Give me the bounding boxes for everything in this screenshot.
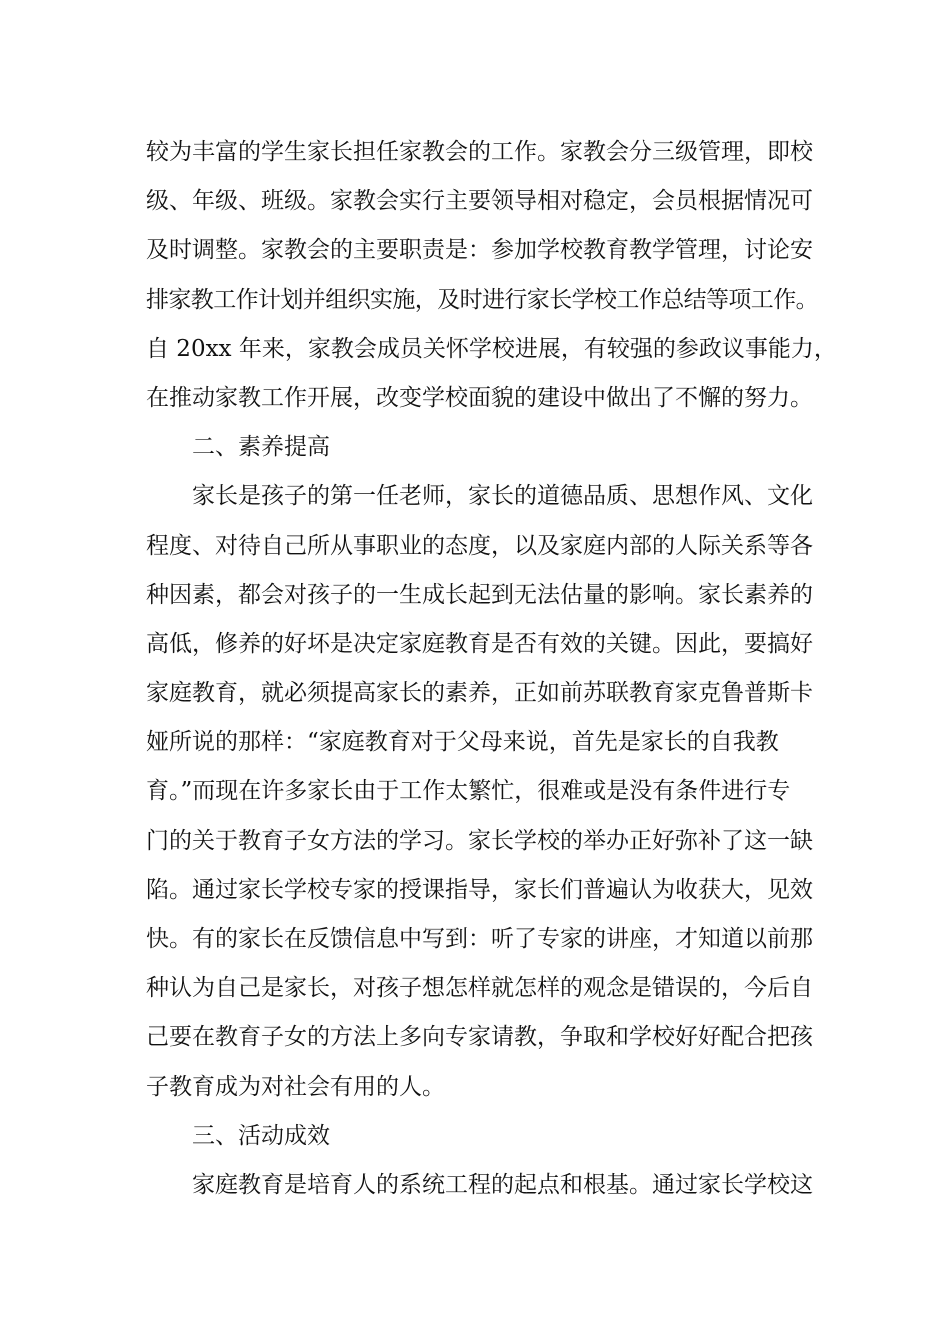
paragraph-results — [146, 1161, 826, 1210]
text-line: 子教育成为对社会有用的人。 — [146, 1073, 445, 1100]
text-line: 级、年级、班级。家教会实行主要领导相对稳定，会员根据情况可 — [146, 188, 813, 215]
text-line: 娅所说的那样：“家庭教育对于父母来说，首先是家长的自我教 — [146, 729, 779, 756]
text-line: 种认为自己是家长，对孩子想怎样就怎样的观念是错误的，今后自 — [146, 975, 813, 1002]
paragraph-quality — [146, 472, 826, 1111]
text-line: 陷。通过家长学校专家的授课指导，家长们普遍认为收获大，见效 — [146, 876, 813, 903]
text-line: 家长是孩子的第一任老师，家长的道德品质、思想作风、文化 — [192, 483, 813, 510]
text-line: 程度、对待自己所从事职业的态度，以及家庭内部的人际关系等各 — [146, 532, 813, 559]
section-heading-results: 三、活动成效 — [192, 1122, 330, 1149]
text-line: 快。有的家长在反馈信息中写到：听了专家的讲座，才知道以前那 — [146, 926, 813, 952]
text-line: 在推动家教工作开展，改变学校面貌的建设中做出了不懈的努力。 — [146, 384, 813, 411]
text-line: 及时调整。家教会的主要职责是：参加学校教育教学管理，讨论安 — [146, 237, 813, 264]
text-line: 己要在教育子女的方法上多向专家请教，争取和学校好好配合把孩 — [146, 1024, 813, 1051]
text-line: 自 20xx 年来，家教会成员关怀学校进展，有较强的参政议事能力， — [146, 335, 837, 362]
text-line: 家庭教育是培育人的系统工程的起点和根基。通过家长学校这 — [192, 1171, 813, 1198]
document-body — [146, 128, 837, 1210]
text-line: 较为丰富的学生家长担任家教会的工作。家教会分三级管理，即校 — [146, 139, 813, 165]
paragraph-organization — [146, 128, 837, 423]
text-line: 门的关于教育子女方法的学习。家长学校的举办正好弥补了这一缺 — [146, 827, 813, 854]
text-line: 排家教工作计划并组织实施，及时进行家长学校工作总结等项工作。 — [146, 286, 819, 313]
text-line: 种因素，都会对孩子的一生成长起到无法估量的影响。家长素养的 — [146, 581, 813, 608]
text-line: 家庭教育，就必须提高家长的素养，正如前苏联教育家克鲁普斯卡 — [146, 680, 813, 707]
text-line: 育。”而现在许多家长由于工作太繁忙，很难或是没有条件进行专 — [146, 778, 791, 805]
text-line: 高低，修养的好坏是决定家庭教育是否有效的关键。因此，要搞好 — [146, 630, 813, 657]
section-heading-quality: 二、素养提高 — [192, 434, 330, 461]
